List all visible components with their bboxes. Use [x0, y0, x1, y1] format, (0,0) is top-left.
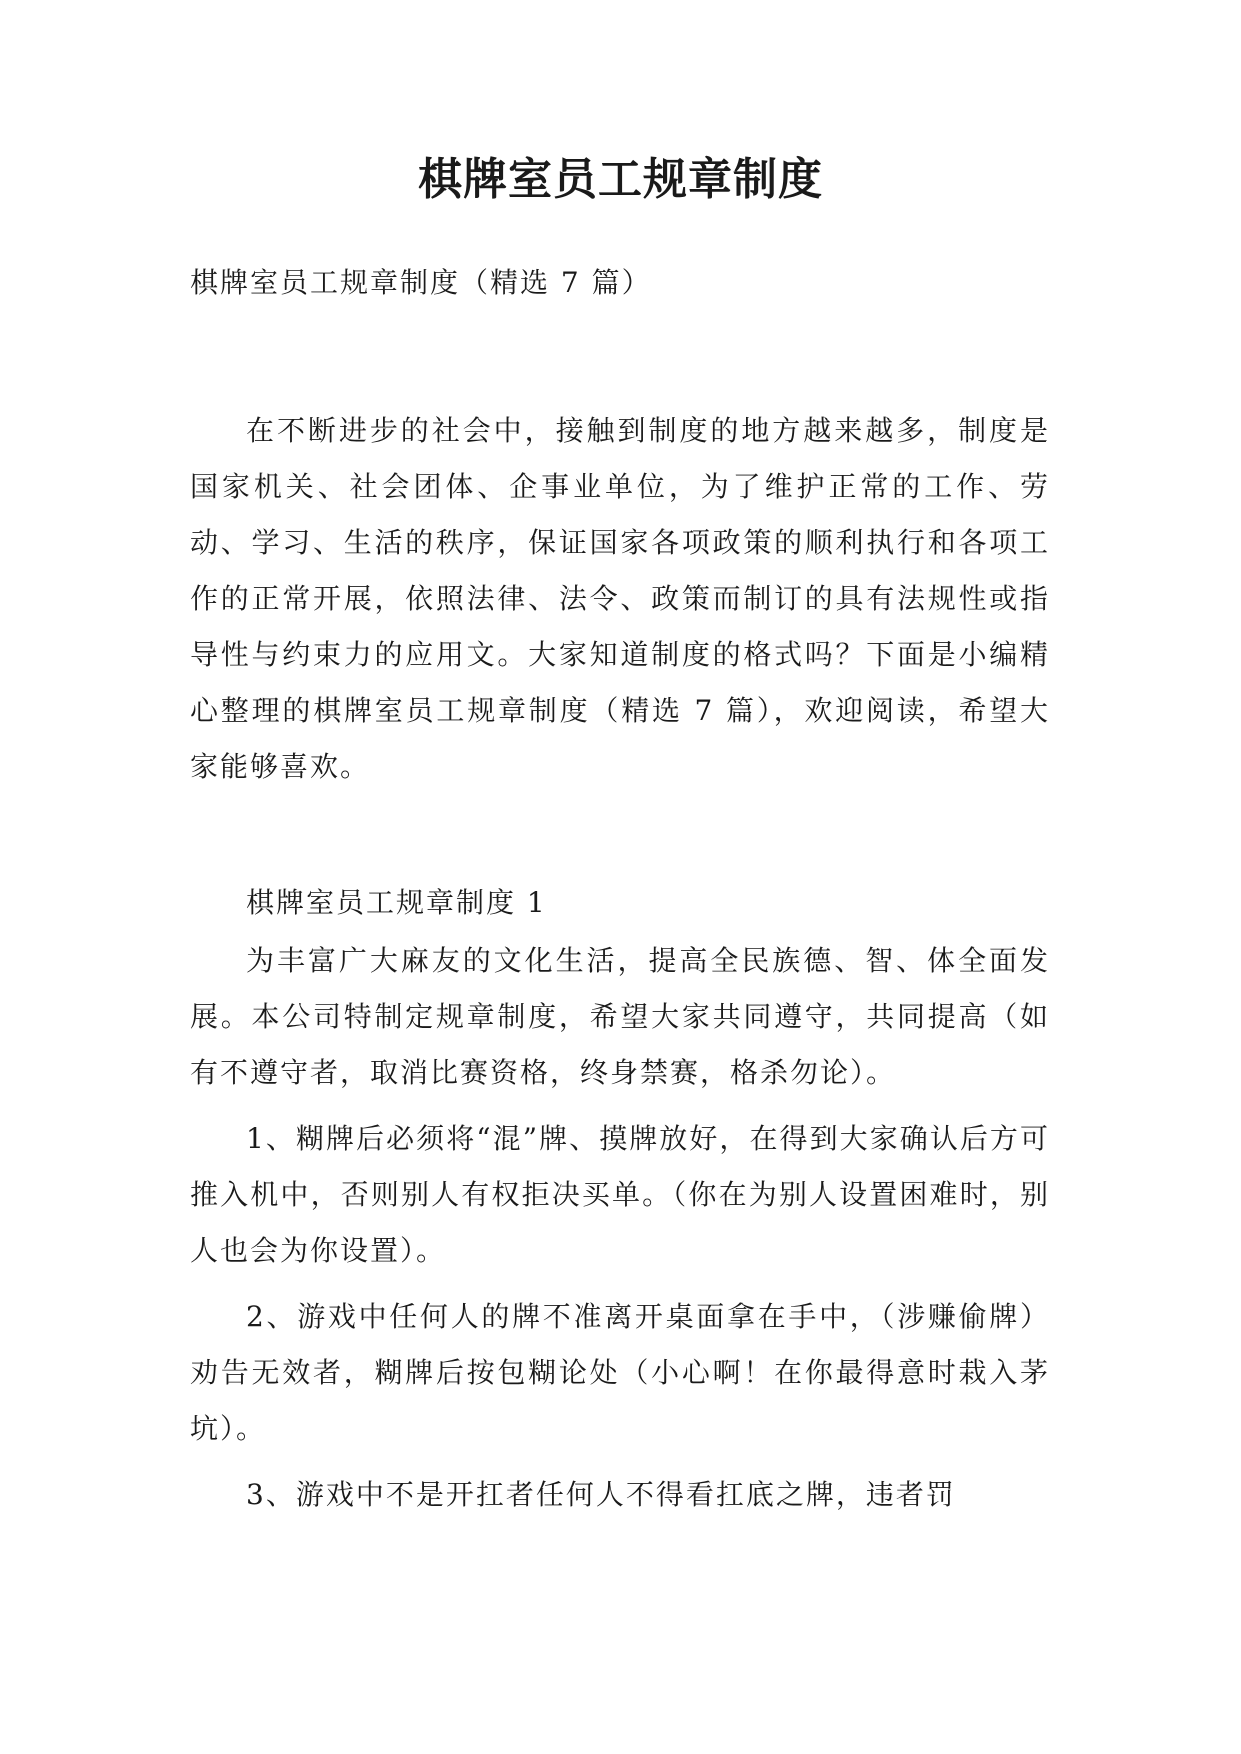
- section-1-paragraph-1: 为丰富广大麻友的文化生活，提高全民族德、智、体全面发展。本公司特制定规章制度，希望大家共同遵守，共同提高（如有不遵守者，取消比赛资格，终身禁赛，格杀勿论）。: [190, 944, 1050, 1089]
- section-1-heading: 棋牌室员工规章制度 1: [246, 886, 547, 919]
- document-title: 棋牌室员工规章制度: [418, 154, 823, 205]
- intro-paragraph: 在不断进步的社会中，接触到制度的地方越来越多，制度是国家机关、社会团体、企事业单位，为了维护正常的工作、劳动、学习、生活的秩序，保证国家各项政策的顺利执行和各项工作的正常开展，依照法律、法令、政策而制订的具有法规性或指导性与约束力的应用文。大家知道制度的格式吗？下面是小编精心整理的棋牌室员工规章制度（精选 7 篇），欢迎阅读，希望大家能够喜欢。: [190, 414, 1050, 783]
- section-1-rule-1: 1、糊牌后必须将“混”牌、摸牌放好，在得到大家确认后方可推入机中，否则别人有权拒决买单。（你在为别人设置困难时，别人也会为你设置）。: [190, 1122, 1050, 1267]
- section-1-rule-3: 3、游戏中不是开扛者任何人不得看扛底之牌，违者罚: [246, 1478, 956, 1511]
- document-subtitle: 棋牌室员工规章制度（精选 7 篇）: [190, 266, 652, 299]
- section-1: [190, 875, 1050, 1523]
- section-1-rule-2: 2、游戏中任何人的牌不准离开桌面拿在手中，（涉赚偷牌）劝告无效者，糊牌后按包糊论处（小心啊！在你最得意时栽入茅坑）。: [190, 1300, 1050, 1445]
- paragraph-gap: [190, 1457, 1050, 1467]
- paragraph-gap: [190, 1279, 1050, 1289]
- intro-section: [190, 403, 1050, 795]
- paragraph-gap: [190, 1101, 1050, 1111]
